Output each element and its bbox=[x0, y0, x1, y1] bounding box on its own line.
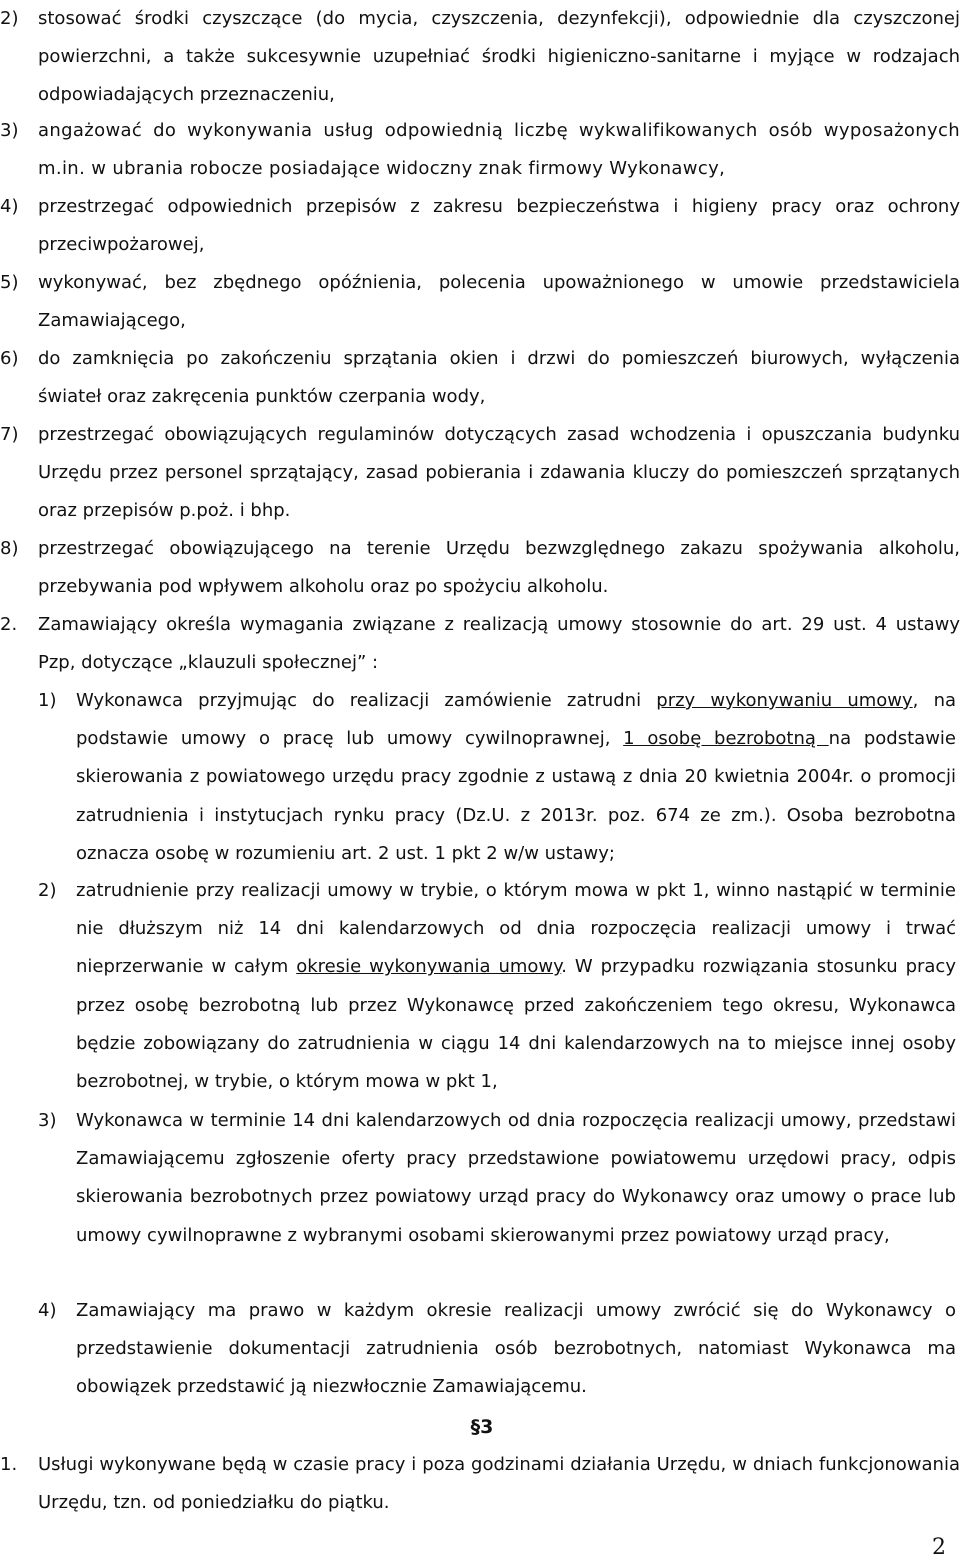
clause-text-part: na podstawie skierowania z powiatowego urzędu pracy zgodnie z ustawą z dnia 20 kwietnia 2004r. o promocji zatrudnienia i instytucjach rynku pracy (Dz.U. z 2013r. poz. 674 ze zm.). Osoba bezrobotna oznacza osobę w rozumieniu art. 2 ust. 1 pkt 2 w/w ustawy; bbox=[76, 728, 956, 864]
list-item-5 bbox=[0, 264, 960, 340]
list-item-7 bbox=[0, 416, 960, 531]
clause-item-4 bbox=[38, 1292, 956, 1407]
clause-text: Zamawiający ma prawo w każdym okresie realizacji umowy zwrócić się do Wykonawcy o przedstawienie dokumentacji zatrudnienia osób bezrobotnych, natomiast Wykonawca ma obowiązek przedstawić ją niezwłocznie Zamawiającemu. bbox=[76, 1300, 956, 1398]
point-1 bbox=[0, 1446, 960, 1522]
list-item-3 bbox=[0, 112, 960, 188]
clause-number: 2) bbox=[38, 880, 57, 901]
point-number: 1. bbox=[0, 1454, 18, 1475]
clause-text: Wykonawca w terminie 14 dni kalendarzowych od dnia rozpoczęcia realizacji umowy, przedstawi Zamawiającemu zgłoszenie oferty pracy przedstawione powiatowemu urzędowi pracy, odpis skierowania bezrobotnych przez powiatowy urząd pracy do Wykonawcy oraz umowy o prace lub umowy cywilnoprawne z wybranymi osobami skierowanymi przez powiatowy urząd pracy, bbox=[76, 1110, 956, 1246]
list-item-6 bbox=[0, 340, 960, 416]
clause-text-part: . W przypadku rozwiązania stosunku pracy przez osobę bezrobotną lub przez Wykonawcę przed zakończeniem tego okresu, Wykonawca będzie zobowiązany do zatrudnienia w ciągu 14 dni kalendarzowych na to miejsce innej osoby bezrobotnej, w trybie, o którym mowa w pkt 1, bbox=[76, 956, 956, 1093]
section-heading: §3 bbox=[470, 1416, 494, 1438]
clause-text-part: zatrudnienie przy realizacji umowy w trybie, o którym mowa w pkt 1, winno nastąpić w terminie nie dłuższym niż 14 dni kalendarzowych od dnia rozpoczęcia realizacji umowy i trwać nieprzerwanie w całym bbox=[76, 880, 956, 978]
clause-text bbox=[38, 872, 956, 1101]
list-item-2 bbox=[0, 0, 960, 115]
item-text: przestrzegać obowiązujących regulaminów dotyczących zasad wchodzenia i opuszczania budynku Urzędu przez personel sprzątający, zasad pobierania i zdawania kluczy do pomieszczeń sprzątanych oraz przepisów p.poż. i bhp. bbox=[38, 424, 960, 522]
item-text: angażować do wykonywania usług odpowiednią liczbę wykwalifikowanych osób wyposażonych m.in. w ubrania robocze posiadające widoczny znak firmowy Wykonawcy, bbox=[38, 120, 960, 180]
underlined-phrase: okresie wykonywania umowy bbox=[296, 956, 562, 978]
item-number: 4) bbox=[0, 196, 19, 217]
page-number: 2 bbox=[932, 1535, 946, 1560]
item-number: 7) bbox=[0, 424, 19, 445]
item-number: 8) bbox=[0, 538, 19, 559]
clause-number: 1) bbox=[38, 690, 57, 711]
item-text: przestrzegać odpowiednich przepisów z zakresu bezpieczeństwa i higieny pracy oraz ochrony przeciwpożarowej, bbox=[38, 196, 960, 256]
clause-item-3 bbox=[38, 1102, 956, 1255]
item-number: 3) bbox=[0, 120, 19, 141]
clause-text-part: Wykonawca przyjmując do realizacji zamówienie zatrudni bbox=[76, 690, 657, 711]
underlined-phrase: 1 osobę bezrobotną bbox=[623, 728, 829, 750]
item-number: 2) bbox=[0, 8, 19, 29]
clause-item-1 bbox=[38, 682, 956, 873]
point-number: 2. bbox=[0, 614, 18, 635]
list-item-4 bbox=[0, 188, 960, 264]
point-text: Zamawiający określa wymagania związane z realizacją umowy stosownie do art. 29 ust. 4 ustawy Pzp, dotyczące „klauzuli społecznej” : bbox=[38, 614, 960, 674]
clause-number: 4) bbox=[38, 1300, 57, 1321]
item-number: 6) bbox=[0, 348, 19, 369]
item-text: do zamknięcia po zakończeniu sprzątania okien i drzwi do pomieszczeń biurowych, wyłączenia świateł oraz zakręcenia punktów czerpania wody, bbox=[38, 348, 960, 408]
item-text: przestrzegać obowiązującego na terenie Urzędu bezwzględnego zakazu spożywania alkoholu, przebywania pod wpływem alkoholu oraz po spożyciu alkoholu. bbox=[38, 538, 960, 598]
item-text: wykonywać, bez zbędnego opóźnienia, polecenia upoważnionego w umowie przedstawiciela Zamawiającego, bbox=[38, 272, 960, 332]
clause-item-2 bbox=[38, 872, 956, 1101]
clause-text bbox=[38, 682, 956, 873]
item-text: stosować środki czyszczące (do mycia, czyszczenia, dezynfekcji), odpowiednie dla czyszczonej powierzchni, a także sukcesywnie uzupełniać środki higieniczno-sanitarne i myjące w rodzajach odpowiadających przeznaczeniu, bbox=[38, 8, 960, 106]
clause-text-part: , na podstawie umowy o pracę lub umowy cywilnoprawnej, bbox=[76, 690, 957, 750]
clause-number: 3) bbox=[38, 1110, 57, 1131]
underlined-phrase: przy wykonywaniu umowy bbox=[656, 690, 913, 711]
point-2 bbox=[0, 606, 960, 682]
list-item-8 bbox=[0, 530, 960, 606]
point-text: Usługi wykonywane będą w czasie pracy i poza godzinami działania Urzędu, w dniach funkcjonowania Urzędu, tzn. od poniedziałku do piątku. bbox=[38, 1454, 960, 1514]
item-number: 5) bbox=[0, 272, 19, 293]
